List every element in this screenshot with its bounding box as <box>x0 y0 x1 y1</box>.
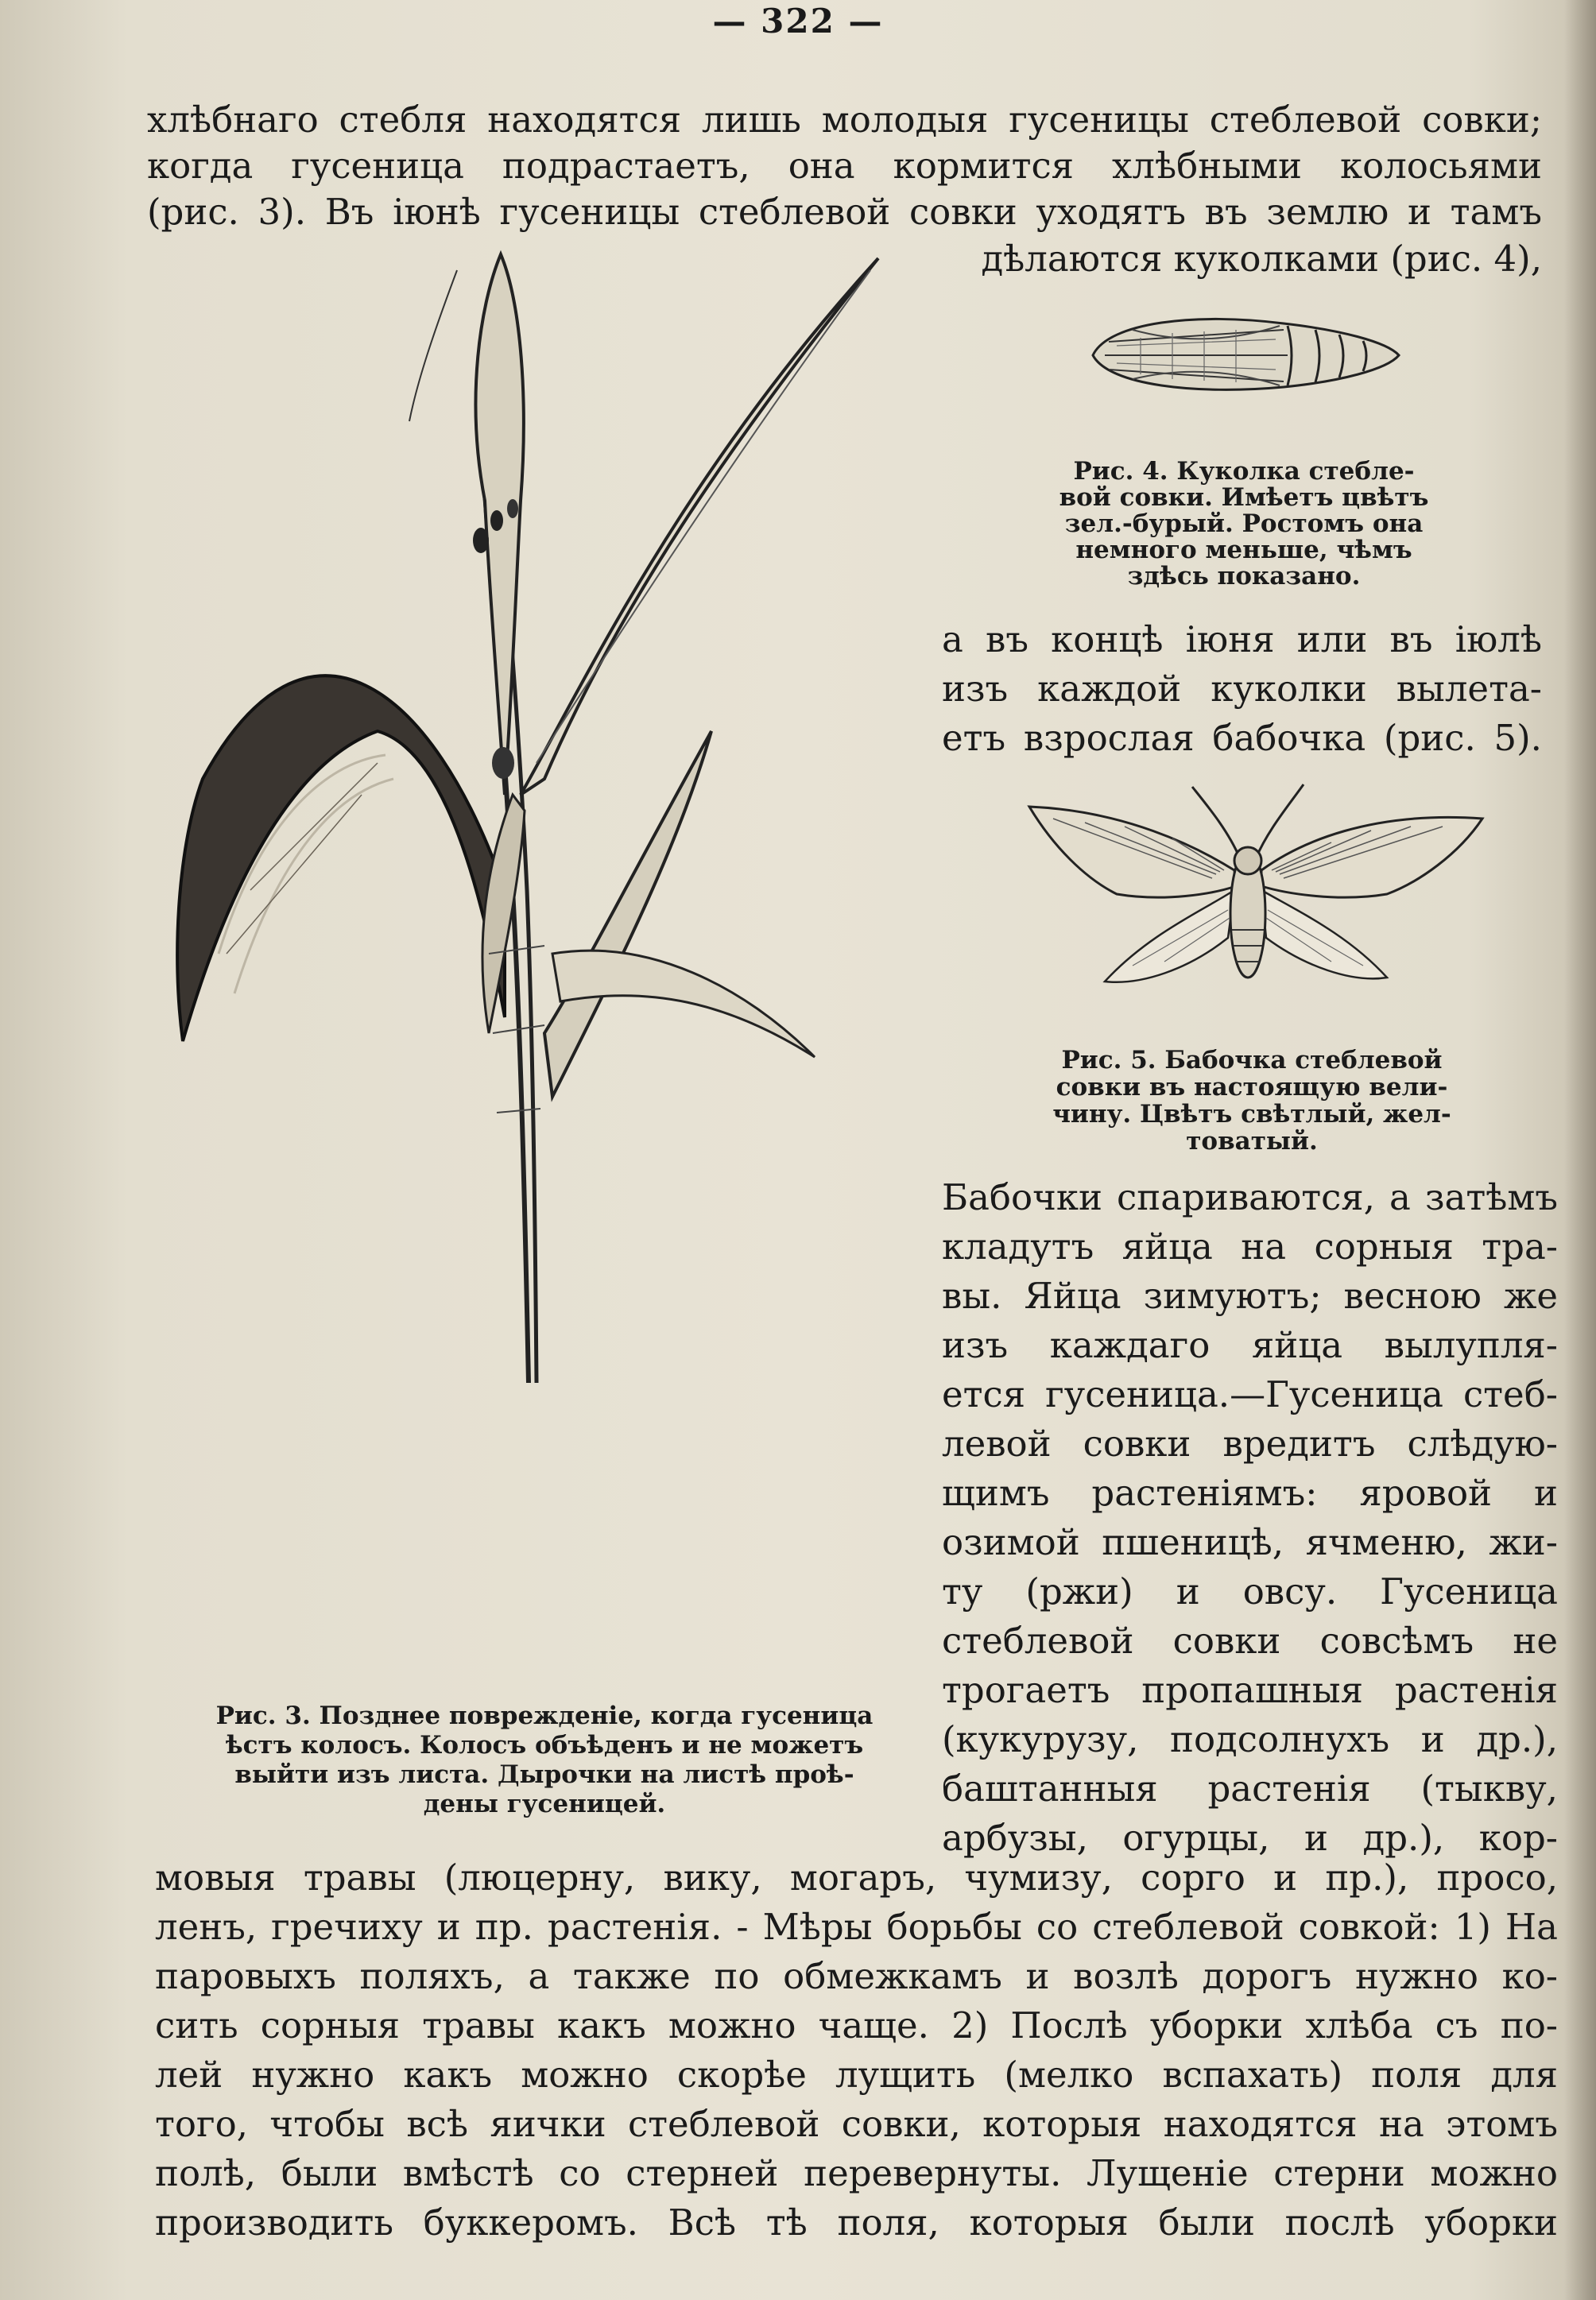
figure-3-caption: Рис. 3. Позднее поврежденіе, когда гусеница <box>215 1702 874 1730</box>
text-line: баштанныя растенія (тыкву, <box>942 1768 1558 1810</box>
page-number: — 322 — <box>712 2 884 41</box>
figure-3-caption: дены гусеницей. <box>423 1790 666 1818</box>
text-line: того, чтобы всѣ яички стеблевой совки, которыя находятся на этомъ <box>155 2103 1558 2145</box>
text-line: стеблевой совки совсѣмъ не <box>942 1620 1558 1662</box>
figure-4-caption: Рис. 4. Куколка стебле- <box>1073 457 1415 486</box>
moth-illustration <box>1013 775 1486 1013</box>
wheat-plant-illustration <box>171 238 886 1383</box>
figure-3-caption: ѣстъ колосъ. Колосъ объѣденъ и не можетъ <box>225 1731 864 1760</box>
text-line: кладутъ яйца на сорныя тра- <box>942 1226 1558 1268</box>
figure-4-caption: немного меньше, чѣмъ <box>1075 536 1412 564</box>
text-line: (кукурузу, подсолнухъ и др.), <box>942 1718 1558 1760</box>
text-line: левой совки вредитъ слѣдую- <box>942 1423 1558 1465</box>
figure-5-caption: совки въ настоящую вели- <box>1056 1073 1448 1102</box>
text-line: дѣлаются куколками (рис. 4), <box>981 238 1542 280</box>
figure-3-caption: выйти изъ листа. Дырочки на листѣ проѣ- <box>234 1760 854 1789</box>
text-line: а въ концѣ іюня или въ іюлѣ <box>942 618 1542 660</box>
figure-5-caption: чину. Цвѣтъ свѣтлый, жел- <box>1052 1100 1451 1129</box>
text-line: щимъ растеніямъ: яровой и <box>942 1472 1558 1514</box>
text-line: ту (ржи) и овсу. Гусеница <box>942 1570 1558 1613</box>
text-line: сить сорныя травы какъ можно чаще. 2) Послѣ уборки хлѣба съ по- <box>155 2004 1558 2046</box>
figure-4-caption: зел.-бурый. Ростомъ она <box>1064 509 1424 538</box>
text-line: полѣ, были вмѣстѣ со стерней перевернуты. Лущеніе стерни можно <box>155 2152 1558 2194</box>
text-line: Бабочки спариваются, а затѣмъ <box>942 1176 1558 1218</box>
figure-5-caption: товатый. <box>1186 1127 1318 1156</box>
page-gutter-shadow <box>1564 0 1596 2300</box>
text-line: ленъ, гречиху и пр. растенія. - Мѣры борьбы со стеблевой совкой: 1) На <box>155 1906 1558 1948</box>
text-line: хлѣбнаго стебля находятся лишь молодыя гусеницы стеблевой совки; <box>147 99 1542 141</box>
text-line: трогаетъ пропашныя растенія <box>942 1669 1558 1711</box>
text-line: етъ взрослая бабочка (рис. 5). <box>942 717 1542 759</box>
text-line: озимой пшеницѣ, ячменю, жи- <box>942 1521 1558 1563</box>
text-line: вы. Яйца зимуютъ; весною же <box>942 1275 1558 1317</box>
text-line: паровыхъ поляхъ, а также по обмежкамъ и возлѣ дорогъ нужно ко- <box>155 1955 1558 1997</box>
text-line: лей нужно какъ можно скорѣе лущить (мелко вспахать) поля для <box>155 2054 1558 2096</box>
text-line: (рис. 3). Въ іюнѣ гусеницы стеблевой совки уходятъ въ землю и тамъ <box>147 191 1542 233</box>
figure-5-caption: Рис. 5. Бабочка стеблевой <box>1061 1046 1443 1074</box>
text-line: производить буккеромъ. Всѣ тѣ поля, которыя были послѣ уборки <box>155 2201 1558 2244</box>
text-line: арбузы, огурцы, и др.), кор- <box>942 1817 1558 1859</box>
text-line: ется гусеница.—Гусеница стеб- <box>942 1373 1558 1415</box>
text-line: когда гусеница подрастаетъ, она кормится хлѣбными колосьями <box>147 145 1542 187</box>
text-line: мовыя травы (люцерну, вику, могаръ, чумизу, сорго и пр.), просо, <box>155 1857 1558 1899</box>
figure-4-caption: здѣсь показано. <box>1127 562 1361 590</box>
pupa-illustration <box>1085 306 1403 401</box>
text-line: изъ каждой куколки вылета- <box>942 668 1542 710</box>
figure-4-caption: вой совки. Имѣетъ цвѣтъ <box>1059 483 1429 512</box>
text-line: изъ каждаго яйца вылупля- <box>942 1324 1558 1366</box>
